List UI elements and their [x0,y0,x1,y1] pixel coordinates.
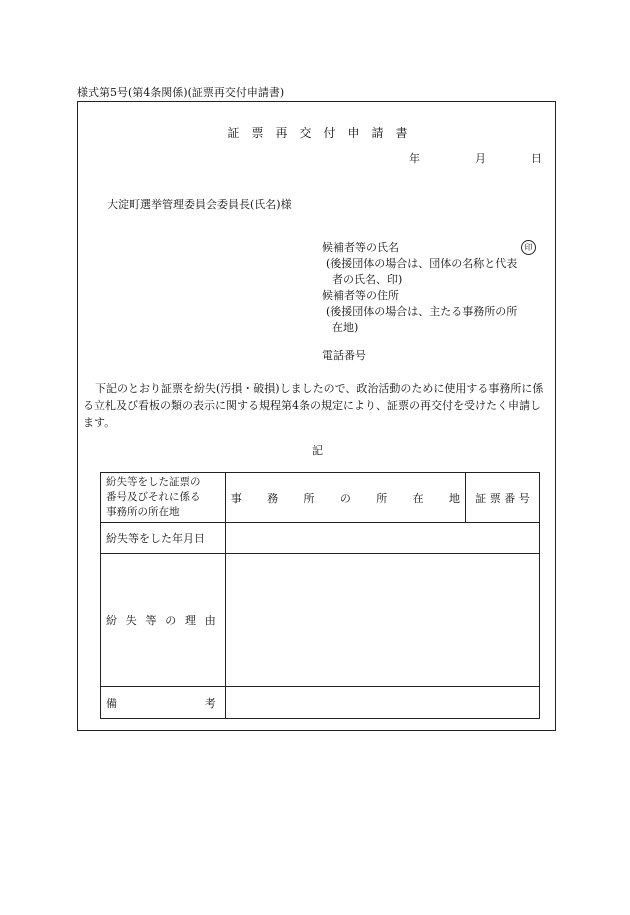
table-row [101,687,540,719]
form-number-label: 様式第5号(第4条関係)(証票再交付申請書) [77,86,285,99]
candidate-address-note-2: 在地) [332,321,359,334]
month-label: 月 [475,152,486,165]
table-row [101,473,540,523]
candidate-name-note-2: 者の氏名、印) [332,273,403,286]
phone-number-label: 電話番号 [322,349,366,362]
application-statement: 下記のとおり証票を紛失(汚損・破損)しましたので、政治活動のために使用する事務所に係る立札及び看板の類の表示に関する規程第4条の規定により、証票の再交付を受けたく申請します。 [83,382,544,429]
application-form-frame [77,101,556,731]
day-label: 日 [531,152,542,165]
detail-table [100,472,540,719]
lost-cert-label-cell: 紛失等をした証票の 番号及びそれに係る 事務所の所在地 [101,473,226,523]
ki-heading: 記 [312,444,323,457]
cert-number-header: 証 票 番 号 [466,473,540,523]
reason-field[interactable] [225,554,539,687]
table-row [101,523,540,554]
remarks-label: 備 考 [101,687,226,719]
year-label: 年 [409,152,420,165]
candidate-name-label: 候補者等の氏名 [322,241,399,254]
table-row [101,554,540,687]
lost-date-field[interactable] [225,523,539,554]
lost-date-label: 紛失等をした年月日 [101,523,226,554]
form-title: 証 票 再 交 付 申 請 書 [227,126,408,140]
candidate-address-label: 候補者等の住所 [322,289,399,302]
addressee: 大淀町選挙管理委員会委員長(氏名)様 [107,198,292,211]
candidate-name-note-1: (後援団体の場合は、団体の名称と代表 [326,257,518,270]
remarks-field[interactable] [225,687,539,719]
office-location-header: 事 務 所 の 所 在 地 [225,473,465,523]
seal-mark: 印 [521,240,536,255]
candidate-address-note-1: (後援団体の場合は、主たる事務所の所 [326,305,518,318]
reason-label: 紛 失 等 の 理 由 [101,554,226,687]
